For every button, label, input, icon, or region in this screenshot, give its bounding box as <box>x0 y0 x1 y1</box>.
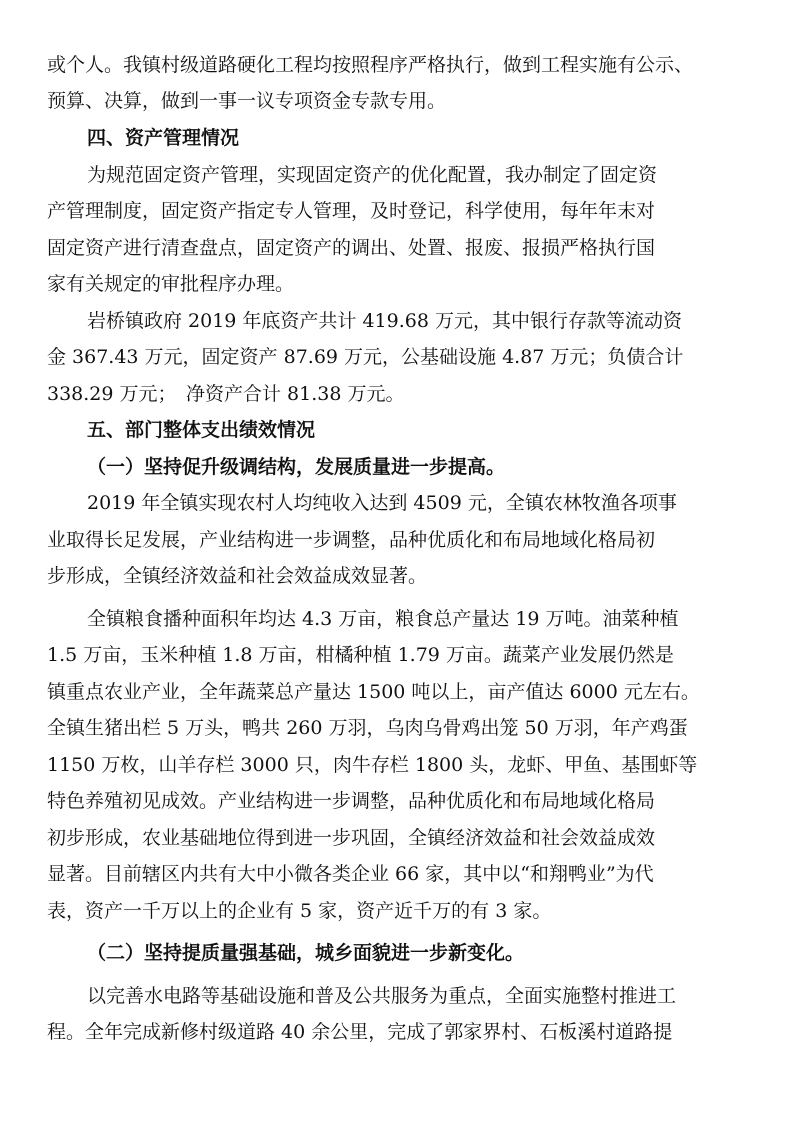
paragraph-line: 程。全年完成新修村级道路 40 余公里，完成了郭家界村、石板溪村道路提 <box>47 1021 673 1043</box>
section-heading-performance: 五、部门整体支出绩效情况 <box>87 419 316 441</box>
paragraph-line: 全镇粮食播种面积年均达 4.3 万亩，粮食总产量达 19 万吨。油菜种植 <box>87 608 679 630</box>
paragraph-line: 1.5 万亩，玉米种植 1.8 万亩，柑橘种植 1.79 万亩。蔬菜产业发展仍然是 <box>47 644 674 666</box>
paragraph-line: 产管理制度，固定资产指定专人管理，及时登记，科学使用，每年年末对 <box>47 200 656 222</box>
paragraph-line: 或个人。我镇村级道路硬化工程均按照程序严格执行，做到工程实施有公示、 <box>47 54 694 76</box>
paragraph-line: 初步形成，农业基础地位得到进一步巩固，全镇经济效益和社会效益成效 <box>47 827 656 849</box>
paragraph-line: 338.29 万元； 净资产合计 81.38 万元。 <box>47 383 405 405</box>
paragraph-line: 1150 万枚，山羊存栏 3000 只，肉牛存栏 1800 头，龙虾、甲鱼、基围虾等 <box>47 754 698 776</box>
paragraph-line: 固定资产进行清查盘点，固定资产的调出、处置、报废、报损严格执行国 <box>47 237 656 259</box>
paragraph-line: 家有关规定的审批程序办理。 <box>47 273 295 295</box>
subsection-heading-structure: （一）坚持促升级调结构，发展质量进一步提高。 <box>87 456 506 478</box>
paragraph-line: 显著。目前辖区内共有大中小微各类企业 66 家，其中以“和翔鸭业”为代 <box>47 863 654 885</box>
paragraph-line: 岩桥镇政府 2019 年底资产共计 419.68 万元，其中银行存款等流动资 <box>87 310 682 332</box>
paragraph-line: 表，资产一千万以上的企业有 5 家，资产近千万的有 3 家。 <box>47 900 552 922</box>
section-heading-asset-management: 四、资产管理情况 <box>87 127 240 149</box>
paragraph-line: 全镇生猪出栏 5 万头，鸭共 260 万羽，乌肉乌骨鸡出笼 50 万羽，年产鸡蛋 <box>47 717 688 739</box>
paragraph-line: 金 367.43 万元，固定资产 87.69 万元，公基础设施 4.87 万元；负债合计 <box>47 346 684 368</box>
paragraph-line: 业取得长足发展，产业结构进一步调整，品种优质化和布局地域化格局初 <box>47 529 656 551</box>
paragraph-line: 步形成，全镇经济效益和社会效益成效显著。 <box>47 565 428 587</box>
paragraph-line: 2019 年全镇实现农村人均纯收入达到 4509 元，全镇农林牧渔各项事 <box>87 492 677 514</box>
paragraph-line: 以完善水电路等基础设施和普及公共服务为重点，全面实施整村推进工 <box>87 985 677 1007</box>
paragraph-line: 特色养殖初见成效。产业结构进一步调整，品种优质化和布局地域化格局 <box>47 790 656 812</box>
paragraph-line: 为规范固定资产管理，实现固定资产的优化配置，我办制定了固定资 <box>87 164 658 186</box>
paragraph-line: 预算、决算，做到一事一议专项资金专款专用。 <box>47 90 447 112</box>
subsection-heading-infrastructure: （二）坚持提质量强基础，城乡面貌进一步新变化。 <box>87 942 525 964</box>
paragraph-line: 镇重点农业产业，全年蔬菜总产量达 1500 吨以上，亩产值达 6000 元左右。 <box>47 681 700 703</box>
